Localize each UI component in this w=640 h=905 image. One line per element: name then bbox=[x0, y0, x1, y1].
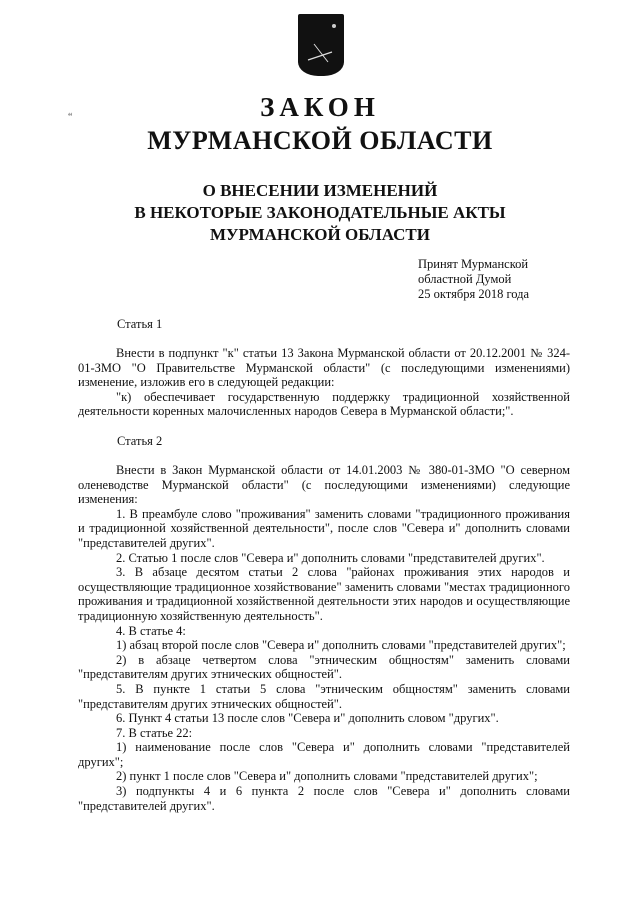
article-2-intro: Внести в Закон Мурманской области от 14.01.2003 № 380-01-ЗМО "О северном оленеводстве Мурманской области" (с последующими изменениями) следующие изменения: bbox=[78, 463, 570, 507]
article-1-paragraph: Внести в подпункт "к" статьи 13 Закона Мурманской области от 20.12.2001 № 324-01-ЗМО "О Правительстве Мурманской области" (с последующими изменениями) изменение, изложив его в следующей редакции: bbox=[78, 346, 570, 390]
amendment-item: 3. В абзаце десятом статьи 2 слова "районах проживания этих народов и осуществляющие традиционное хозяйствование" заменить словами "местах традиционного проживания и традиционной хозяйственной деятельности этих народов и осуществляющие традиционную хозяйственную деятельность". bbox=[78, 565, 570, 623]
law-subtitle-line2: В НЕКОТОРЫЕ ЗАКОНОДАТЕЛЬНЫЕ АКТЫ bbox=[134, 203, 506, 222]
amendment-item: 1. В преамбуле слово "проживания" заменить словами "традиционного проживания и традиционной хозяйственной деятельности", после слов "Севера и" дополнить словами "представителей других". bbox=[78, 506, 570, 550]
document-title-line2: МУРМАНСКОЙ ОБЛАСТИ bbox=[147, 126, 493, 155]
article-1-heading: Статья 1 bbox=[117, 317, 163, 331]
adoption-block bbox=[418, 257, 529, 302]
article-2-body bbox=[78, 463, 570, 813]
article-1-body bbox=[78, 346, 570, 419]
law-subtitle-line3: МУРМАНСКОЙ ОБЛАСТИ bbox=[210, 225, 430, 244]
article-2-heading: Статья 2 bbox=[117, 434, 163, 448]
article-1-quote: "к) обеспечивает государственную поддержку традиционной хозяйственной деятельности коренных малочисленных народов Севера в Мурманской области;". bbox=[78, 389, 570, 419]
document-title-line1: ЗАКОН bbox=[260, 92, 380, 122]
coat-of-arms-icon bbox=[298, 14, 344, 76]
amendment-subitem: 1) наименование после слов "Севера и" дополнить словами "представителей других"; bbox=[78, 740, 570, 769]
amendment-item: 7. В статье 22: bbox=[116, 725, 193, 740]
amendment-subitem: 2) пункт 1 после слов "Севера и" дополнить словами "представителей других"; bbox=[116, 769, 538, 784]
law-subtitle-line1: О ВНЕСЕНИИ ИЗМЕНЕНИЙ bbox=[202, 181, 438, 200]
amendment-subitem: 1) абзац второй после слов "Севера и" дополнить словами "представителей других"; bbox=[116, 638, 566, 653]
adoption-date: 25 октября 2018 года bbox=[418, 287, 530, 301]
adoption-line: областной Думой bbox=[418, 272, 512, 286]
amendment-item: 2. Статью 1 после слов "Севера и" дополнить словами "представителей других". bbox=[116, 550, 545, 565]
scan-mark: “ bbox=[68, 112, 73, 123]
amendment-subitem: 3) подпункты 4 и 6 пункта 2 после слов "Севера и" дополнить словами "представителей других". bbox=[78, 784, 570, 813]
adoption-line: Принят Мурманской bbox=[418, 257, 529, 271]
amendment-subitem: 2) в абзаце четвертом слова "этническим общностям" заменить словами "представителям других этнических общностей". bbox=[78, 652, 570, 682]
amendment-item: 5. В пункте 1 статьи 5 слова "этническим общностям" заменить словами "представителям других этнических общностей". bbox=[78, 681, 570, 711]
amendment-item: 4. В статье 4: bbox=[116, 623, 186, 638]
amendment-item: 6. Пункт 4 статьи 13 после слов "Севера и" дополнить словом "других". bbox=[116, 711, 499, 726]
